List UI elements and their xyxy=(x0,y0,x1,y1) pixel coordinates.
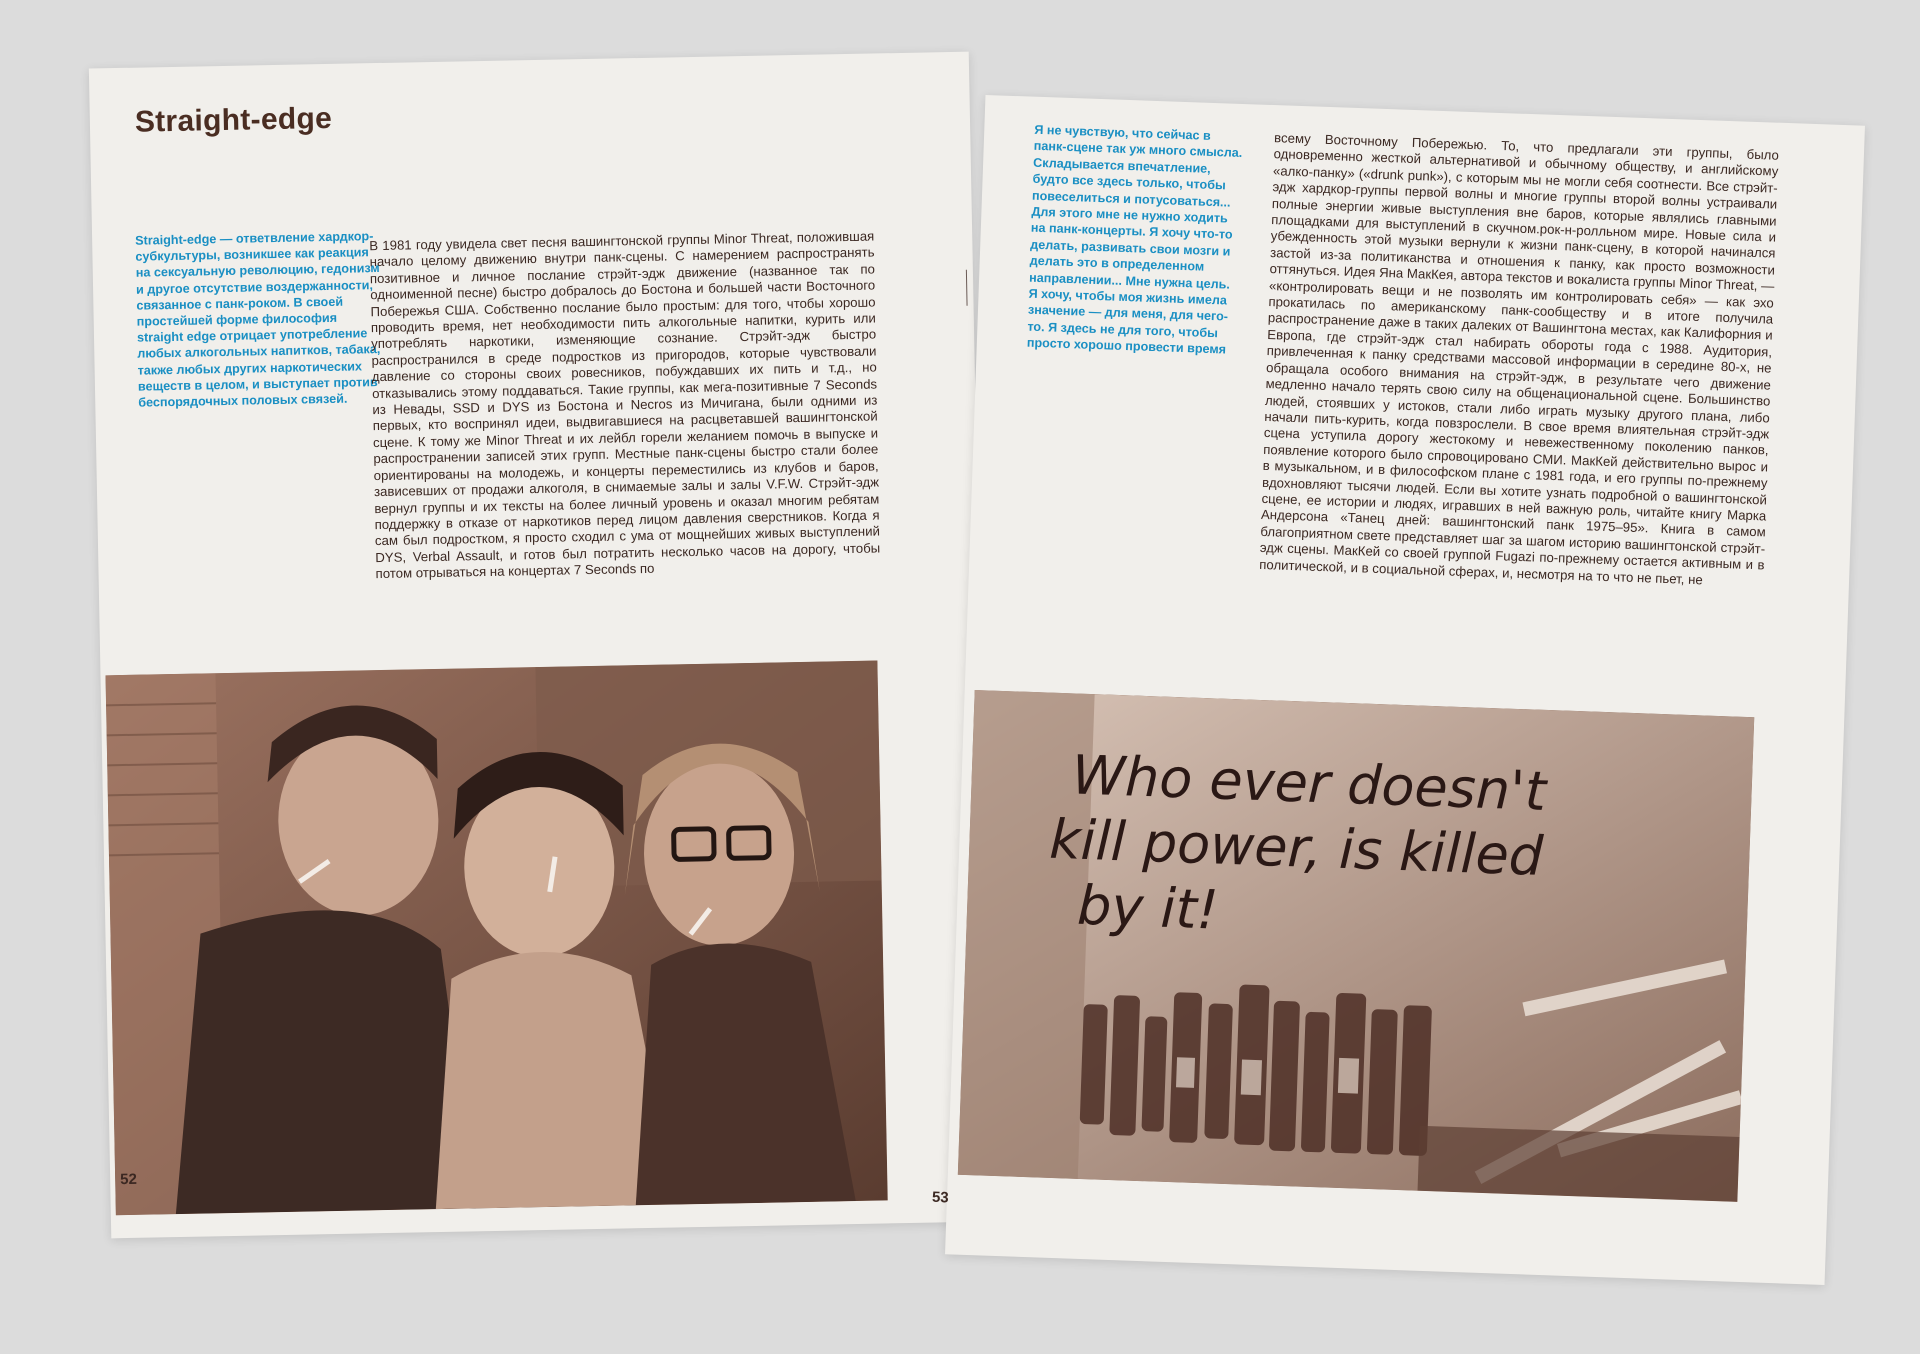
graffiti-line: Who ever doesn't xyxy=(1070,743,1548,823)
pull-quote: Я не чувствую, что сейчас в панк-сцене так уж много смысла. Складывается впечатление, будто все здесь только, чтобы повеселиться и потусоваться... Для этого мне не нужно ходить на панк-концерты. Я хочу что-то делать, развивать свои мозги и делать это в определенном направлении... Мне нужна цель. Я хочу, чтобы моя жизнь имела значение — для меня, для чего-то. Я здесь не для того, чтобы просто хорошо провести время xyxy=(1026,122,1243,357)
graffiti-line: by it! xyxy=(1076,873,1220,942)
graffiti-line: kill power, is killed xyxy=(1048,807,1545,888)
photo-three-boys xyxy=(106,661,888,1216)
page-number: 52 xyxy=(120,1170,138,1189)
photo-graffiti-wall xyxy=(958,690,1754,1202)
page-title: Straight-edge xyxy=(134,101,333,139)
photo-boys-illustration xyxy=(106,661,888,1216)
article-body-left: В 1981 году увидела свет песня вашингтонской группы Minor Threat, положившая начало целому движению внутри панк-сцены. С намерением распространять позитивное и личное послание стрэйт-эдж движение (названное так по одноименной песне) быстро добралось до Бостона и большей части Восточного Побережья США. Собственно послание было простым: для того, чтобы хорошо проводить время, нет необходимости пить алкогольные напитки, курить или употреблять наркотики, изменяющие сознание. Стрэйт-эдж быстро распространился в среде подростков из пригородов, которые чувствовали давление со стороны своих ровесников, побуждавших их пить и т.д., но отказывались этому поддаваться. Такие группы, как мега-позитивные 7 Seconds из Невады, SSD и DYS из Бостона и Necros из Мичигана, были одними из первых, кто воспринял идеи, выдвигавшиеся на расцветавшей вашингтонской сцене. К тому же Minor Threat и их лейбл горели желанием помочь в выпуске и распространении записей этих групп. Местные панк-сцены быстро стали более ориентированы на молодежь, и концерты переместились из клубов и баров, зависевших от продажи алкоголя, в снимаемые залы и залы V.F.W. Стрэйт-эдж вернул группы и их тексты на более личный уровень и оказал многим ребятам поддержку в отказе от наркотиков перед лицом давления сверстников. Когда я сам был подростком, я просто сходил с ума от мощнейших живых выступлений DYS, Verbal Assault, и готов был потратить несколько часов на дорогу, чтобы потом отрываться на концертах 7 Seconds по xyxy=(369,228,881,582)
sidebar-definition: Straight-edge — ответвление хардкор-субкультуры, возникшее как реакция на сексуальную революцию, гедонизм и другое отсутствие воздержанности, связанное с панк-роком. В своей простейшей форме философия straight edge отрицает употребление любых алкогольных напитков, табака, также любых других наркотических веществ в целом, и выступает против беспорядочных половых связей. xyxy=(135,229,381,410)
left-page xyxy=(89,52,991,1239)
divider xyxy=(966,270,968,306)
page-number: 53 xyxy=(931,1188,949,1207)
photo-wall-illustration xyxy=(958,690,1754,1202)
article-body-right: всему Восточному Побережью. То, что предлагали эти группы, было одновременно жесткой альтернативой и обычному обществу, и английскому «алко-панку» («drunk punk»), с которым мы не могли себя соотнести. Все стрэйт-эдж хардкор-группы первой волны и многие группы второй волны устраивали полные энергии живые выступления вне баров, которые являлись главными площадками для выступлений в скучном.рок-н-ролльном мире. Новые сила и убежденность этой музыки вернули к жизни панк-сцену, в которой начинался застой из-за политиканства и отношения к панку, как просто возможности оттянуться. Идея Яна МакКея, автора текстов и вокалиста группы Minor Threat, — «контролировать вещи и не позволять им контролировать себя» — как эхо прокатилась по американскому панк-сообществу и в итоге получила распространение даже в таких далеких от Вашингтона местах, как Калифорния и Европа, где стрэйт-эдж стал набирать обороты года с 1988. Аудитория, привлеченная к панку средствами массовой информации в середине 80-х, не обращала особого внимания на стрэйт-эдж, в результате чего движение медленно начало терять свою силу на общенациональной сцене. Большинство людей, стоявших у истоков, стали либо играть музыку другого плана, либо начали пить-курить, когда повзрослели. В свое время влиятельная стрэйт-эдж сцена уступила дорогу жестокому и невежественному поколению панков, появление которого было спровоцировано СМИ. МакКей действительно вырос и в музыкальном, и в философском плане с 1981 года, и его группы по-прежнему вдохновляют тысячи людей. Если вы хотите узнать подробной о вашингтонской сцене, ее истории и людях, игравших в ней важную роль, читайте книгу Марка Андерсона «Танец дней: вашингтонский панк 1975–95». Книга в самом благоприятном свете представляет шаг за шагом историю вашингтонской стрэйт-эдж сцены. МакКей со своей группой Fugazi по-прежнему остается активным и в политической, и в социальной сферах, и, несмотря на то что не пьет, не xyxy=(1259,130,1780,587)
right-page xyxy=(931,95,1865,1285)
